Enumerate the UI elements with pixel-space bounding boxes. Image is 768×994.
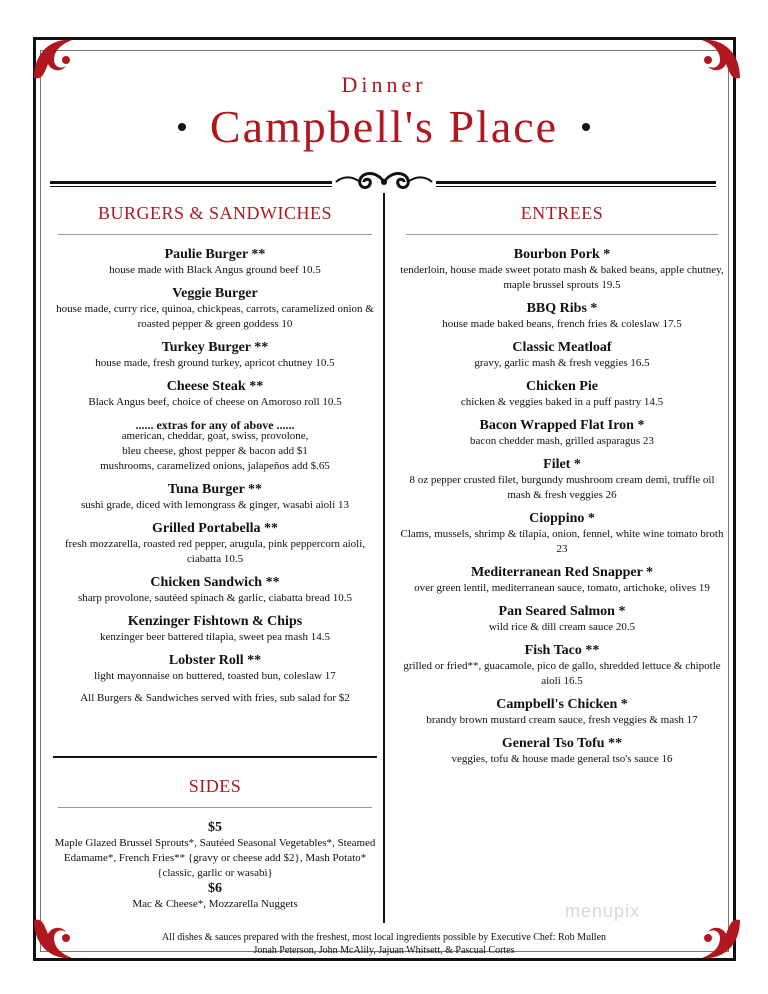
menu-item bbox=[398, 604, 726, 635]
item-desc: over green lentil, mediterranean sauce, tomato, artichoke, olives 19 bbox=[414, 582, 710, 594]
menu-item bbox=[50, 653, 380, 684]
entrees-section bbox=[398, 203, 726, 775]
menu-item bbox=[398, 457, 726, 503]
meal-label: Dinner bbox=[341, 72, 427, 97]
burgers-note: All Burgers & Sandwiches served with fries, sub salad for $2 bbox=[80, 692, 350, 704]
extras-list bbox=[50, 429, 380, 474]
item-desc: chicken & veggies baked in a puff pastry 14.5 bbox=[460, 396, 664, 408]
column-divider bbox=[383, 193, 385, 923]
menu-item bbox=[50, 575, 380, 606]
item-name: Classic Meatloaf bbox=[512, 340, 612, 355]
extras-line: mushrooms, caramelized onions, jalapeños add $.65 bbox=[100, 460, 330, 472]
menu-item bbox=[398, 565, 726, 596]
item-desc: wild rice & dill cream sauce 20.5 bbox=[488, 621, 636, 633]
item-desc: brandy brown mustard cream sauce, fresh veggies & mash 17 bbox=[426, 714, 698, 726]
item-name: Kenzinger Fishtown & Chips bbox=[127, 614, 303, 629]
item-name: Turkey Burger ** bbox=[161, 340, 269, 355]
item-name: General Tso Tofu ** bbox=[501, 736, 623, 751]
item-desc: light mayonnaise on buttered, toasted bun, coleslaw 17 bbox=[94, 670, 336, 682]
section-title-entrees: ENTREES bbox=[520, 203, 604, 223]
menu-footer bbox=[90, 931, 678, 957]
item-desc: Clams, mussels, shrimp & tilapia, onion, fennel, white wine tomato broth 23 bbox=[400, 528, 724, 555]
item-desc: kenzinger beer battered tilapia, sweet pea mash 14.5 bbox=[100, 631, 330, 643]
extras-title: ...... extras for any of above ...... bbox=[135, 418, 295, 432]
item-name: Bacon Wrapped Flat Iron * bbox=[479, 418, 645, 433]
sides-list: Mac & Cheese*, Mozzarella Nuggets bbox=[132, 898, 298, 910]
item-desc: house made baked beans, french fries & coleslaw 17.5 bbox=[442, 318, 682, 330]
item-name: Filet * bbox=[543, 457, 581, 472]
menu-item bbox=[398, 301, 726, 332]
menu-item bbox=[50, 614, 380, 645]
menu-item bbox=[398, 736, 726, 767]
item-name: Campbell's Chicken * bbox=[496, 697, 628, 712]
sides-rule bbox=[53, 756, 377, 758]
divider bbox=[406, 234, 718, 235]
item-name: Cioppino * bbox=[529, 511, 595, 526]
item-desc: veggies, tofu & house made general tso's sauce 16 bbox=[451, 753, 673, 765]
item-desc: sharp provolone, sautéed spinach & garlic, ciabatta bread 10.5 bbox=[78, 592, 352, 604]
sides-list: Maple Glazed Brussel Sprouts*, Sautéed Seasonal Vegetables*, Steamed Edamame*, French Fries** {gravy or cheese add $2}, Mash Potato* {classic, garlic or wasabi} bbox=[54, 837, 376, 879]
item-name: Veggie Burger bbox=[172, 286, 258, 301]
divider bbox=[58, 234, 372, 235]
item-desc: house made, curry rice, quinoa, chickpeas, carrots, caramelized onion & roasted pepper & green goddess 10 bbox=[56, 303, 374, 330]
menu-item bbox=[50, 340, 380, 371]
bullet-icon bbox=[178, 123, 186, 131]
menu-item bbox=[50, 521, 380, 567]
item-name: Cheese Steak ** bbox=[166, 379, 264, 394]
restaurant-title bbox=[0, 100, 768, 153]
item-desc: tenderloin, house made sweet potato mash & baked beans, apple chutney, maple brussel sprouts 19.5 bbox=[400, 264, 724, 291]
menu-item bbox=[398, 340, 726, 371]
footer-line: Jonah Peterson, John McAlily, Jajuan Whitsett, & Pascual Cortes bbox=[253, 945, 515, 956]
divider bbox=[58, 807, 372, 808]
section-title-sides: SIDES bbox=[188, 776, 242, 796]
burgers-section bbox=[50, 203, 380, 704]
item-name: Fish Taco ** bbox=[524, 643, 600, 658]
sides-price: $5 bbox=[208, 820, 222, 835]
menu-item bbox=[50, 286, 380, 332]
item-desc: grilled or fried**, guacamole, pico de gallo, shredded lettuce & chipotle aioli 16.5 bbox=[403, 660, 721, 687]
menu-item bbox=[398, 247, 726, 293]
bullet-icon bbox=[582, 123, 590, 131]
restaurant-name: Campbell's Place bbox=[209, 101, 559, 152]
item-name: Tuna Burger ** bbox=[167, 482, 263, 497]
item-desc: gravy, garlic mash & fresh veggies 16.5 bbox=[474, 357, 650, 369]
section-title-burgers: BURGERS & SANDWICHES bbox=[97, 203, 333, 223]
item-desc: house made with Black Angus ground beef 10.5 bbox=[109, 264, 321, 276]
item-name: Pan Seared Salmon * bbox=[498, 604, 626, 619]
corner-flourish-icon bbox=[24, 910, 82, 968]
item-desc: Black Angus beef, choice of cheese on Amoroso roll 10.5 bbox=[88, 396, 342, 408]
menu-item bbox=[50, 482, 380, 513]
menu-item bbox=[398, 643, 726, 689]
menu-item bbox=[398, 379, 726, 410]
menu-item bbox=[398, 511, 726, 557]
item-desc: house made, fresh ground turkey, apricot chutney 10.5 bbox=[95, 357, 335, 369]
menu-item bbox=[50, 379, 380, 410]
item-desc: 8 oz pepper crusted filet, burgundy mushroom cream demi, truffle oil mash & fresh veggies 26 bbox=[409, 474, 715, 501]
item-name: Mediterranean Red Snapper * bbox=[470, 565, 654, 580]
item-name: BBQ Ribs * bbox=[526, 301, 598, 316]
item-name: Chicken Sandwich ** bbox=[150, 575, 280, 590]
item-name: Grilled Portabella ** bbox=[152, 521, 278, 536]
item-name: Lobster Roll ** bbox=[168, 653, 262, 668]
menu-item bbox=[398, 697, 726, 728]
sides-section bbox=[50, 776, 380, 912]
item-name: Bourbon Pork * bbox=[513, 247, 611, 262]
footer-line: All dishes & sauces prepared with the freshest, most local ingredients possible by Executive Chef: Rob Mullen bbox=[161, 932, 607, 943]
sides-price: $6 bbox=[208, 881, 222, 896]
menu-item bbox=[398, 418, 726, 449]
item-name: Paulie Burger ** bbox=[164, 247, 266, 262]
menu-header bbox=[0, 72, 768, 153]
menu-item bbox=[50, 247, 380, 278]
watermark: menupix bbox=[564, 901, 640, 921]
item-desc: bacon chedder mash, grilled asparagus 23 bbox=[470, 435, 654, 447]
item-name: Chicken Pie bbox=[526, 379, 598, 394]
extras-line: bleu cheese, ghost pepper & bacon add $1 bbox=[122, 445, 308, 457]
item-desc: sushi grade, diced with lemongrass & ginger, wasabi aioli 13 bbox=[80, 499, 350, 511]
item-desc: fresh mozzarella, roasted red pepper, arugula, pink peppercorn aioli, ciabatta 10.5 bbox=[64, 538, 366, 565]
corner-flourish-icon bbox=[692, 910, 750, 968]
extras-line: american, cheddar, goat, swiss, provolone, bbox=[121, 430, 309, 442]
